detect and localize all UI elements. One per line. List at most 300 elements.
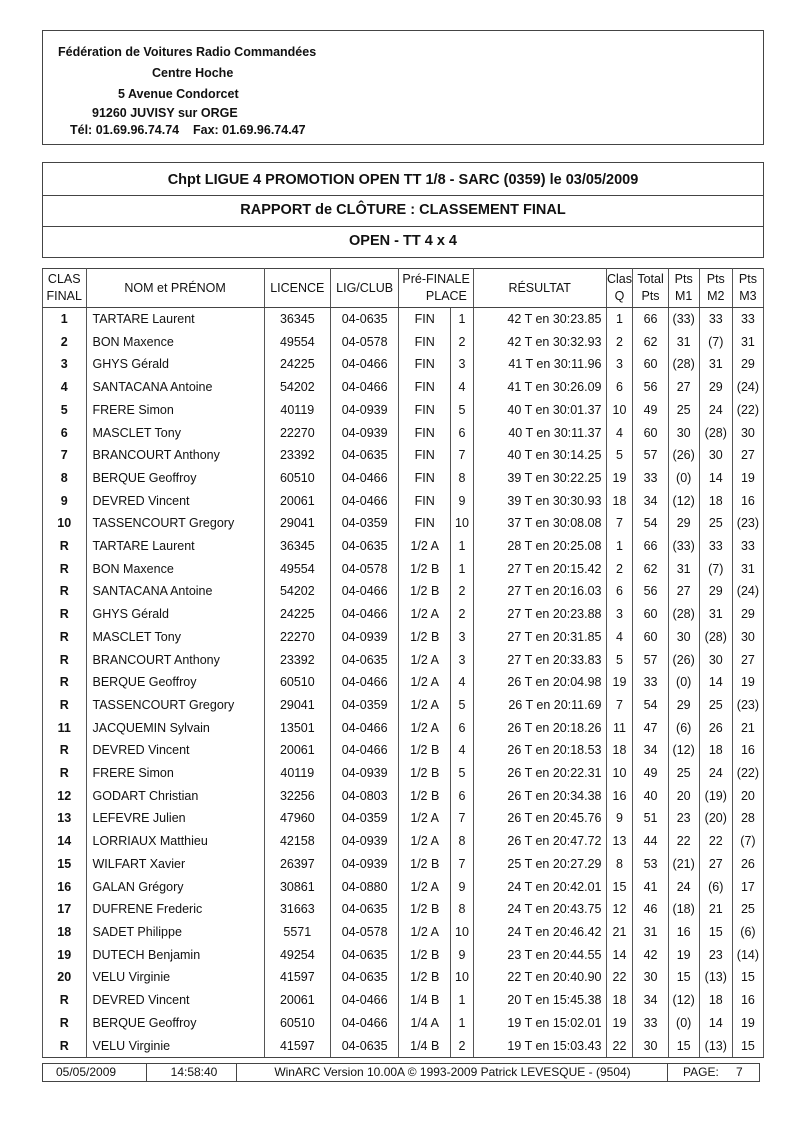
cell-result: 40 T en 30:01.37	[473, 399, 606, 422]
cell-pts-m3: 25	[732, 898, 763, 921]
cell-pts-m1: 30	[668, 626, 699, 649]
cell-pts-m1: (0)	[668, 1012, 699, 1035]
cell-clas-q: 14	[606, 944, 633, 967]
cell-pts-m1: 19	[668, 944, 699, 967]
cell-place: 2	[451, 580, 474, 603]
cell-total-pts: 54	[633, 694, 668, 717]
cell-prefinale: FIN	[399, 422, 451, 445]
cell-prefinale: 1/2 B	[399, 785, 451, 808]
cell-clas-q: 4	[606, 626, 633, 649]
cell-licence: 22270	[264, 422, 330, 445]
cell-name: JACQUEMIN Sylvain	[86, 717, 264, 740]
cell-prefinale: 1/2 A	[399, 535, 451, 558]
cell-total-pts: 57	[633, 444, 668, 467]
cell-total-pts: 60	[633, 626, 668, 649]
org-street: 5 Avenue Condorcet	[118, 87, 239, 101]
cell-pts-m2: 24	[699, 399, 732, 422]
cell-licence: 54202	[264, 580, 330, 603]
cell-total-pts: 56	[633, 580, 668, 603]
cell-pts-m2: (28)	[699, 422, 732, 445]
cell-place: 7	[451, 807, 474, 830]
header-name: NOM et PRÉNOM	[86, 269, 264, 308]
cell-pts-m3: 20	[732, 785, 763, 808]
cell-result: 25 T en 20:27.29	[473, 853, 606, 876]
cell-name: DUTECH Benjamin	[86, 944, 264, 967]
cell-clas-final: 16	[43, 876, 87, 899]
cell-name: SANTACANA Antoine	[86, 376, 264, 399]
cell-prefinale: 1/2 B	[399, 898, 451, 921]
cell-total-pts: 60	[633, 603, 668, 626]
cell-club: 04-0635	[330, 898, 398, 921]
cell-place: 5	[451, 762, 474, 785]
cell-licence: 32256	[264, 785, 330, 808]
cell-clas-final: 7	[43, 444, 87, 467]
cell-pts-m1: 25	[668, 762, 699, 785]
cell-result: 26 T en 20:34.38	[473, 785, 606, 808]
cell-clas-q: 3	[606, 353, 633, 376]
cell-club: 04-0939	[330, 830, 398, 853]
cell-result: 19 T en 15:02.01	[473, 1012, 606, 1035]
cell-pts-m2: (7)	[699, 331, 732, 354]
cell-name: SANTACANA Antoine	[86, 580, 264, 603]
table-row	[43, 762, 764, 785]
cell-club: 04-0635	[330, 1035, 398, 1058]
cell-pts-m2: (20)	[699, 807, 732, 830]
cell-clas-q: 19	[606, 467, 633, 490]
cell-pts-m2: (13)	[699, 1035, 732, 1058]
cell-clas-final: 17	[43, 898, 87, 921]
cell-club: 04-0635	[330, 444, 398, 467]
cell-total-pts: 34	[633, 490, 668, 513]
cell-clas-q: 4	[606, 422, 633, 445]
cell-total-pts: 34	[633, 739, 668, 762]
cell-licence: 40119	[264, 399, 330, 422]
cell-club: 04-0466	[330, 739, 398, 762]
cell-prefinale: FIN	[399, 376, 451, 399]
cell-club: 04-0359	[330, 807, 398, 830]
cell-place: 1	[451, 989, 474, 1012]
cell-clas-final: 15	[43, 853, 87, 876]
cell-place: 9	[451, 876, 474, 899]
table-header-row	[43, 269, 764, 308]
cell-prefinale: FIN	[399, 353, 451, 376]
cell-clas-q: 19	[606, 1012, 633, 1035]
cell-licence: 60510	[264, 1012, 330, 1035]
cell-prefinale: FIN	[399, 331, 451, 354]
cell-total-pts: 66	[633, 308, 668, 331]
footer-software: WinARC Version 10.00A © 1993-2009 Patrick LEVESQUE - (9504)	[274, 1065, 631, 1079]
header-pts-m3: Pts M3	[732, 269, 763, 308]
cell-pts-m1: 27	[668, 376, 699, 399]
table-row	[43, 944, 764, 967]
cell-place: 6	[451, 785, 474, 808]
organization-header	[42, 30, 764, 145]
cell-prefinale: 1/2 B	[399, 580, 451, 603]
cell-name: DEVRED Vincent	[86, 490, 264, 513]
cell-total-pts: 49	[633, 762, 668, 785]
cell-place: 6	[451, 717, 474, 740]
cell-clas-final: 8	[43, 467, 87, 490]
cell-pts-m3: 33	[732, 308, 763, 331]
table-row	[43, 467, 764, 490]
table-row	[43, 444, 764, 467]
cell-prefinale: FIN	[399, 399, 451, 422]
cell-prefinale: 1/4 B	[399, 1035, 451, 1058]
header-result: RÉSULTAT	[473, 269, 606, 308]
cell-pts-m3: 15	[732, 1035, 763, 1058]
cell-club: 04-0359	[330, 694, 398, 717]
cell-clas-final: 6	[43, 422, 87, 445]
cell-licence: 60510	[264, 467, 330, 490]
cell-clas-final: R	[43, 535, 87, 558]
cell-clas-final: 1	[43, 308, 87, 331]
cell-result: 37 T en 30:08.08	[473, 512, 606, 535]
table-row	[43, 512, 764, 535]
cell-prefinale: 1/2 A	[399, 649, 451, 672]
cell-prefinale: 1/2 A	[399, 876, 451, 899]
org-building: Centre Hoche	[152, 66, 234, 80]
cell-result: 42 T en 30:23.85	[473, 308, 606, 331]
cell-pts-m2: 14	[699, 467, 732, 490]
cell-pts-m2: 22	[699, 830, 732, 853]
cell-licence: 29041	[264, 694, 330, 717]
org-name: Fédération de Voitures Radio Commandées	[58, 45, 317, 59]
cell-clas-final: R	[43, 603, 87, 626]
cell-place: 9	[451, 944, 474, 967]
cell-clas-q: 19	[606, 671, 633, 694]
cell-licence: 49554	[264, 331, 330, 354]
cell-name: MASCLET Tony	[86, 626, 264, 649]
cell-club: 04-0466	[330, 1012, 398, 1035]
table-row	[43, 580, 764, 603]
cell-prefinale: 1/2 A	[399, 830, 451, 853]
cell-club: 04-0466	[330, 580, 398, 603]
table-row	[43, 898, 764, 921]
cell-licence: 5571	[264, 921, 330, 944]
cell-pts-m2: 18	[699, 989, 732, 1012]
footer-divider	[146, 1064, 147, 1081]
cell-pts-m1: (0)	[668, 467, 699, 490]
table-row	[43, 308, 764, 331]
cell-licence: 40119	[264, 762, 330, 785]
cell-total-pts: 46	[633, 898, 668, 921]
cell-clas-final: 9	[43, 490, 87, 513]
cell-licence: 47960	[264, 807, 330, 830]
cell-club: 04-0466	[330, 717, 398, 740]
table-row	[43, 830, 764, 853]
cell-clas-q: 22	[606, 1035, 633, 1058]
cell-pts-m3: 19	[732, 671, 763, 694]
cell-prefinale: 1/2 A	[399, 921, 451, 944]
cell-prefinale: 1/2 A	[399, 671, 451, 694]
cell-clas-q: 6	[606, 580, 633, 603]
cell-total-pts: 62	[633, 558, 668, 581]
cell-club: 04-0939	[330, 422, 398, 445]
cell-name: SADET Philippe	[86, 921, 264, 944]
cell-licence: 20061	[264, 989, 330, 1012]
cell-pts-m2: 27	[699, 853, 732, 876]
table-row	[43, 853, 764, 876]
cell-name: LORRIAUX Matthieu	[86, 830, 264, 853]
cell-clas-final: 18	[43, 921, 87, 944]
cell-pts-m3: (14)	[732, 944, 763, 967]
cell-name: BRANCOURT Anthony	[86, 444, 264, 467]
cell-clas-q: 11	[606, 717, 633, 740]
table-row	[43, 966, 764, 989]
cell-clas-final: R	[43, 580, 87, 603]
cell-club: 04-0803	[330, 785, 398, 808]
cell-pts-m1: (0)	[668, 671, 699, 694]
cell-club: 04-0466	[330, 989, 398, 1012]
cell-pts-m1: (33)	[668, 535, 699, 558]
cell-pts-m1: (18)	[668, 898, 699, 921]
cell-result: 41 T en 30:11.96	[473, 353, 606, 376]
cell-clas-final: 10	[43, 512, 87, 535]
cell-clas-final: R	[43, 1012, 87, 1035]
footer-divider	[236, 1064, 237, 1081]
cell-pts-m1: 31	[668, 558, 699, 581]
cell-name: BERQUE Geoffroy	[86, 1012, 264, 1035]
cell-total-pts: 42	[633, 944, 668, 967]
cell-pts-m3: (24)	[732, 376, 763, 399]
cell-clas-q: 1	[606, 308, 633, 331]
table-row	[43, 558, 764, 581]
cell-pts-m3: 15	[732, 966, 763, 989]
cell-prefinale: 1/4 A	[399, 1012, 451, 1035]
cell-clas-q: 21	[606, 921, 633, 944]
cell-pts-m1: 30	[668, 422, 699, 445]
cell-place: 4	[451, 739, 474, 762]
cell-pts-m3: (23)	[732, 512, 763, 535]
header-clas-final: CLAS FINAL	[43, 269, 87, 308]
table-row	[43, 422, 764, 445]
table-row	[43, 376, 764, 399]
cell-clas-q: 18	[606, 989, 633, 1012]
cell-total-pts: 44	[633, 830, 668, 853]
cell-licence: 49254	[264, 944, 330, 967]
cell-clas-final: R	[43, 762, 87, 785]
cell-result: 39 T en 30:22.25	[473, 467, 606, 490]
cell-prefinale: FIN	[399, 490, 451, 513]
cell-total-pts: 33	[633, 467, 668, 490]
org-city: 91260 JUVISY sur ORGE	[92, 106, 238, 120]
cell-result: 26 T en 20:11.69	[473, 694, 606, 717]
cell-licence: 26397	[264, 853, 330, 876]
cell-result: 39 T en 30:30.93	[473, 490, 606, 513]
cell-place: 1	[451, 1012, 474, 1035]
cell-pts-m2: 21	[699, 898, 732, 921]
cell-clas-q: 6	[606, 376, 633, 399]
cell-club: 04-0578	[330, 558, 398, 581]
table-row	[43, 353, 764, 376]
cell-club: 04-0466	[330, 353, 398, 376]
cell-result: 26 T en 20:18.53	[473, 739, 606, 762]
cell-clas-final: R	[43, 649, 87, 672]
cell-pts-m3: 27	[732, 444, 763, 467]
cell-pts-m2: (7)	[699, 558, 732, 581]
cell-licence: 23392	[264, 649, 330, 672]
cell-name: BRANCOURT Anthony	[86, 649, 264, 672]
cell-club: 04-0635	[330, 649, 398, 672]
cell-club: 04-0939	[330, 626, 398, 649]
cell-place: 4	[451, 376, 474, 399]
cell-licence: 41597	[264, 1035, 330, 1058]
cell-licence: 42158	[264, 830, 330, 853]
cell-clas-q: 16	[606, 785, 633, 808]
cell-place: 7	[451, 853, 474, 876]
cell-place: 2	[451, 1035, 474, 1058]
cell-pts-m3: 19	[732, 467, 763, 490]
cell-licence: 20061	[264, 739, 330, 762]
cell-licence: 30861	[264, 876, 330, 899]
cell-place: 10	[451, 512, 474, 535]
cell-pts-m2: 33	[699, 535, 732, 558]
cell-licence: 24225	[264, 353, 330, 376]
event-title: Chpt LIGUE 4 PROMOTION OPEN TT 1/8 - SARC (0359) le 03/05/2009	[167, 172, 639, 188]
cell-club: 04-0578	[330, 921, 398, 944]
cell-pts-m3: 29	[732, 603, 763, 626]
cell-place: 5	[451, 694, 474, 717]
cell-pts-m2: 18	[699, 739, 732, 762]
cell-pts-m2: 31	[699, 603, 732, 626]
cell-result: 26 T en 20:45.76	[473, 807, 606, 830]
footer-page-label: PAGE:	[683, 1065, 719, 1079]
cell-name: BERQUE Geoffroy	[86, 671, 264, 694]
table-row	[43, 1035, 764, 1058]
table-row	[43, 717, 764, 740]
cell-result: 24 T en 20:43.75	[473, 898, 606, 921]
cell-clas-final: 12	[43, 785, 87, 808]
cell-pts-m2: 30	[699, 649, 732, 672]
cell-name: WILFART Xavier	[86, 853, 264, 876]
cell-club: 04-0880	[330, 876, 398, 899]
cell-clas-q: 13	[606, 830, 633, 853]
cell-club: 04-0635	[330, 308, 398, 331]
table-row	[43, 626, 764, 649]
cell-name: DEVRED Vincent	[86, 739, 264, 762]
cell-place: 1	[451, 308, 474, 331]
cell-place: 4	[451, 671, 474, 694]
cell-licence: 36345	[264, 535, 330, 558]
cell-place: 1	[451, 535, 474, 558]
cell-name: GODART Christian	[86, 785, 264, 808]
cell-name: VELU Virginie	[86, 1035, 264, 1058]
table-row	[43, 1012, 764, 1035]
cell-prefinale: 1/2 B	[399, 762, 451, 785]
cell-prefinale: 1/2 B	[399, 558, 451, 581]
cell-pts-m2: 25	[699, 694, 732, 717]
cell-clas-final: R	[43, 558, 87, 581]
cell-total-pts: 33	[633, 671, 668, 694]
cell-place: 6	[451, 422, 474, 445]
cell-club: 04-0466	[330, 603, 398, 626]
table-row	[43, 399, 764, 422]
cell-pts-m3: 16	[732, 989, 763, 1012]
cell-pts-m1: (26)	[668, 444, 699, 467]
cell-pts-m2: 25	[699, 512, 732, 535]
cell-prefinale: 1/2 A	[399, 807, 451, 830]
cell-result: 27 T en 20:33.83	[473, 649, 606, 672]
cell-club: 04-0466	[330, 671, 398, 694]
cell-pts-m1: (12)	[668, 989, 699, 1012]
cell-result: 22 T en 20:40.90	[473, 966, 606, 989]
cell-name: DUFRENE Frederic	[86, 898, 264, 921]
cell-clas-final: R	[43, 694, 87, 717]
cell-result: 27 T en 20:23.88	[473, 603, 606, 626]
cell-pts-m1: 24	[668, 876, 699, 899]
cell-total-pts: 51	[633, 807, 668, 830]
cell-place: 5	[451, 399, 474, 422]
cell-clas-q: 9	[606, 807, 633, 830]
cell-place: 7	[451, 444, 474, 467]
cell-result: 27 T en 20:16.03	[473, 580, 606, 603]
cell-result: 24 T en 20:42.01	[473, 876, 606, 899]
cell-place: 10	[451, 921, 474, 944]
cell-clas-q: 5	[606, 444, 633, 467]
cell-place: 3	[451, 626, 474, 649]
cell-pts-m3: 21	[732, 717, 763, 740]
cell-pts-m1: 25	[668, 399, 699, 422]
org-contact: Tél: 01.69.96.74.74 Fax: 01.69.96.74.47	[70, 123, 306, 137]
cell-licence: 49554	[264, 558, 330, 581]
cell-pts-m1: (28)	[668, 603, 699, 626]
title-block	[42, 162, 764, 258]
cell-total-pts: 31	[633, 921, 668, 944]
cell-prefinale: FIN	[399, 512, 451, 535]
cell-club: 04-0359	[330, 512, 398, 535]
cell-clas-final: 2	[43, 331, 87, 354]
cell-name: TASSENCOURT Gregory	[86, 512, 264, 535]
cell-prefinale: 1/2 B	[399, 966, 451, 989]
table-row	[43, 921, 764, 944]
cell-name: GALAN Grégory	[86, 876, 264, 899]
cell-place: 8	[451, 467, 474, 490]
cell-name: BON Maxence	[86, 331, 264, 354]
cell-clas-final: 5	[43, 399, 87, 422]
cell-pts-m3: 33	[732, 535, 763, 558]
cell-place: 9	[451, 490, 474, 513]
cell-pts-m3: 17	[732, 876, 763, 899]
cell-pts-m2: 15	[699, 921, 732, 944]
cell-pts-m2: 31	[699, 353, 732, 376]
table-row	[43, 807, 764, 830]
cell-result: 24 T en 20:46.42	[473, 921, 606, 944]
results-table	[42, 268, 764, 1058]
cell-clas-q: 10	[606, 399, 633, 422]
cell-pts-m1: 29	[668, 512, 699, 535]
footer-page-number: 7	[736, 1065, 743, 1079]
table-row	[43, 671, 764, 694]
cell-name: TARTARE Laurent	[86, 535, 264, 558]
cell-pts-m1: 31	[668, 331, 699, 354]
cell-licence: 31663	[264, 898, 330, 921]
table-row	[43, 785, 764, 808]
cell-clas-q: 5	[606, 649, 633, 672]
report-title: RAPPORT de CLÔTURE : CLASSEMENT FINAL	[240, 202, 566, 218]
cell-result: 41 T en 30:26.09	[473, 376, 606, 399]
cell-clas-q: 7	[606, 512, 633, 535]
cell-clas-final: 20	[43, 966, 87, 989]
cell-pts-m2: 23	[699, 944, 732, 967]
table-row	[43, 331, 764, 354]
cell-pts-m1: (33)	[668, 308, 699, 331]
page-footer	[42, 1063, 760, 1082]
cell-licence: 22270	[264, 626, 330, 649]
cell-name: GHYS Gérald	[86, 353, 264, 376]
cell-licence: 20061	[264, 490, 330, 513]
cell-club: 04-0578	[330, 331, 398, 354]
cell-result: 26 T en 20:47.72	[473, 830, 606, 853]
